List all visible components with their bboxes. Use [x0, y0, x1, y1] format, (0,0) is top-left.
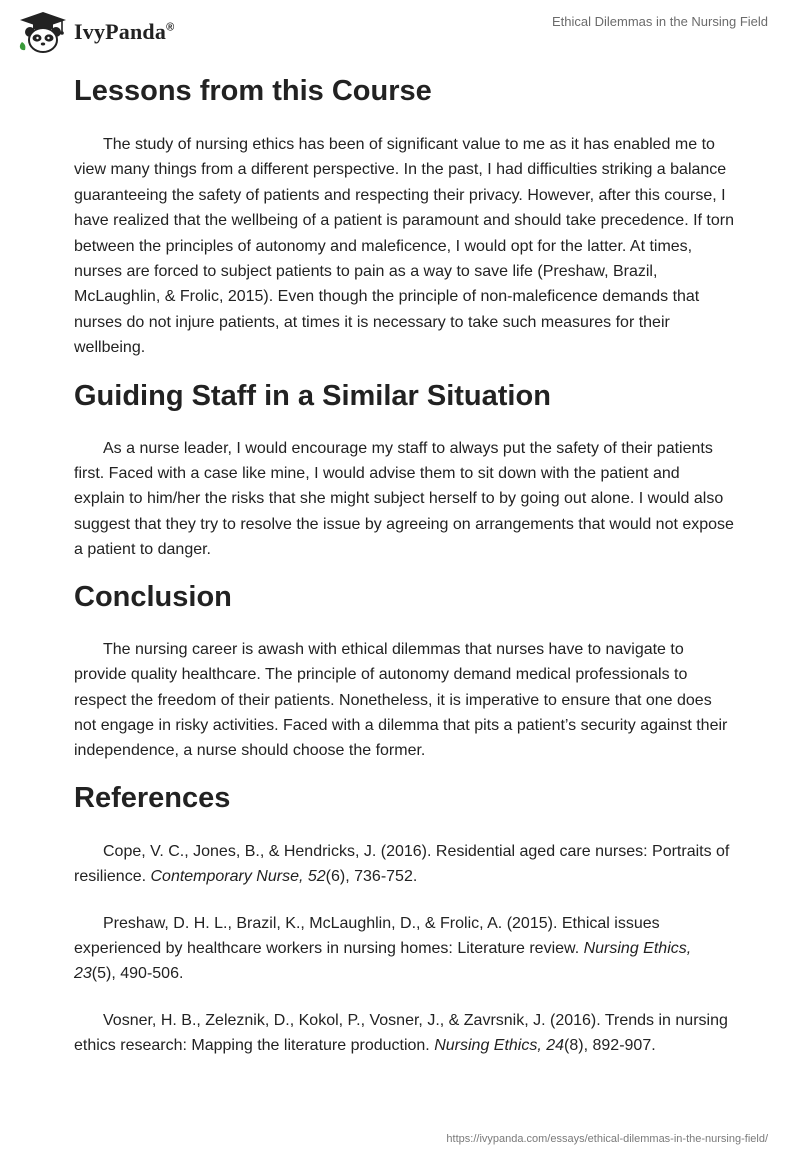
- heading-guiding-staff: Guiding Staff in a Similar Situation: [74, 379, 551, 412]
- reference-item: Vosner, H. B., Zeleznik, D., Kokol, P., Vosner, J., & Zavrsnik, J. (2016). Trends in nursing ethics research: Mapping the literature production. Nursing Ethics, 24(8), 892-907.: [74, 1011, 728, 1055]
- source-url[interactable]: https://ivypanda.com/essays/ethical-dilemmas-in-the-nursing-field/: [446, 1133, 768, 1145]
- paragraph-lessons: The study of nursing ethics has been of significant value to me as it has enabled me to view many things from a different perspective. In the past, I had difficulties striking a balance guaranteeing the safety of patients and respecting their privacy. However, after this course, I have realized that the wellbeing of a patient is paramount and should take precedence. If torn between the principles of autonomy and maleficence, I would opt for the latter. At times, nurses are forced to subject patients to pain as a way to save life (Preshaw, Brazil, McLaughlin, & Frolic, 2015). Even though the principle of non-maleficence demands that nurses do not injure patients, at times it is necessary to take such measures for their wellbeing.: [74, 136, 734, 357]
- reference-journal: Nursing Ethics, 23: [74, 939, 692, 983]
- document-title: Ethical Dilemmas in the Nursing Field: [551, 14, 768, 29]
- page-header: [0, 0, 800, 70]
- heading-lessons: Lessons from this Course: [74, 75, 432, 107]
- paragraph-conclusion: The nursing career is awash with ethical dilemmas that nurses have to navigate to provide quality healthcare. The principle of autonomy demand medical professionals to respect the freedom of their patients. Nonetheless, it is imperative to ensure that one does not engage in risky activities. Faced with a dilemma that pits a patient’s security against their independence, a nurse should choose the former.: [74, 640, 728, 760]
- reference-item: Preshaw, D. H. L., Brazil, K., McLaughlin, D., & Frolic, A. (2015). Ethical issues experienced by healthcare workers in nursing homes: Literature review. Nursing Ethics, 23(5), 490-506.: [74, 914, 692, 983]
- reference-item: Cope, V. C., Jones, B., & Hendricks, J. (2016). Residential aged care nurses: Portraits of resilience. Contemporary Nurse, 52(6), 736-752.: [74, 842, 730, 886]
- heading-references: References: [74, 781, 231, 814]
- paragraph-guiding-staff: As a nurse leader, I would encourage my staff to always put the safety of their patients first. Faced with a case like mine, I would advise them to sit down with the patient and explain to him/her the risks that she might subject herself to by going out alone. I would also suggest that they try to resolve the issue by agreeing on arrangements that would not expose a patient to danger.: [74, 439, 734, 559]
- essay-content: [74, 72, 734, 1059]
- heading-conclusion: Conclusion: [74, 580, 232, 613]
- reference-journal: Contemporary Nurse, 52: [150, 868, 326, 886]
- ivypanda-logo[interactable]: [16, 10, 174, 54]
- brand-name: IvyPanda®: [74, 19, 175, 44]
- panda-graduate-icon: [16, 10, 70, 54]
- reference-journal: Nursing Ethics, 24: [434, 1037, 565, 1055]
